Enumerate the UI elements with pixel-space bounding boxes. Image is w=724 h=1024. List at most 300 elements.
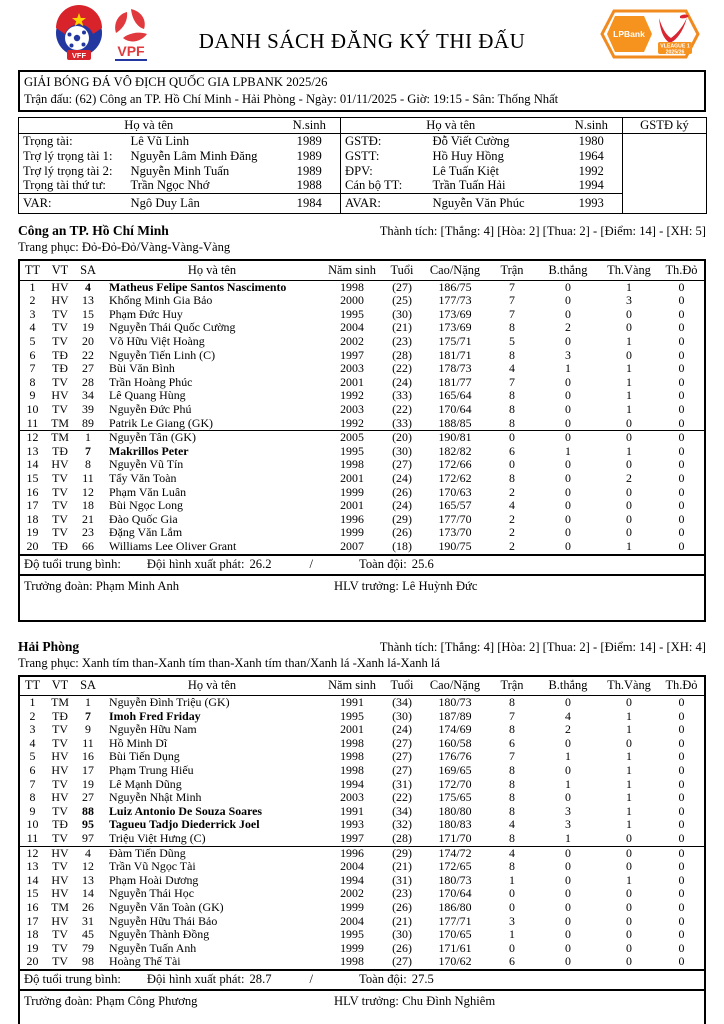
col-tt: TT [19,260,45,280]
red-cards-cell: 0 [678,777,685,791]
goals-cell: 0 [565,389,571,403]
height-weight-cell: 170/64 [438,403,472,417]
matches-cell: 8 [509,832,515,845]
shirt-number-cell: 17 [82,764,94,778]
matches-cell: 6 [509,736,515,750]
player-name-cell: Bùi Văn Bình [109,362,175,376]
player-name-cell: Phạm Trung Hiếu [109,764,194,778]
col-birth-year: Năm sinh [323,676,381,696]
player-row [19,901,705,915]
yellow-cards-cell: 3 [626,294,632,308]
player-row [19,887,705,901]
shirt-number-cell: 98 [82,955,94,969]
position-cell: HV [51,764,69,778]
official-name: Lê Vũ Linh [130,134,190,148]
age-cell: (34) [392,804,412,818]
height-weight-cell: 181/77 [438,375,472,389]
position-cell: TM [51,416,69,430]
manager-label: Trưởng đoàn: [24,578,93,593]
yellow-cards-cell: 1 [626,750,632,764]
red-cards-cell: 0 [678,472,685,485]
red-cards-cell: 0 [659,846,705,860]
officials-row [19,178,707,193]
starting-xi-label: Đội hình xuất phát: [146,972,245,987]
age-cell: (22) [392,403,412,417]
no-cell: 4 [29,736,36,750]
position-cell: TĐ [52,709,68,723]
age-cell: (33) [392,389,412,403]
season-text: 2025/26 [665,49,685,56]
age-cell: (28) [392,348,412,362]
manager-name: Phạm Minh Anh [95,578,180,593]
no-cell: 15 [26,472,39,485]
birth-year-cell: 2005 [323,431,381,445]
red-cards-cell: 0 [678,709,685,723]
goals-cell: 0 [537,846,599,860]
col-vt: VT [45,676,75,696]
age-cell: (27) [392,955,412,969]
vpf-logo-text: VPF [117,43,145,59]
player-row [19,696,705,710]
shirt-number-cell: 95 [82,818,94,832]
position-cell: TV [52,485,68,499]
red-cards-cell: 0 [678,321,685,335]
shirt-number-cell: 11 [82,472,94,485]
role-label: Cán bộ TT: [341,178,429,193]
goals-cell: 3 [565,348,571,362]
birth-year-cell: 2003 [340,403,364,417]
shirt-number-cell: 97 [82,832,94,845]
player-name-cell: Nguyễn Thái Quốc Cường [109,321,236,335]
position-cell: HV [51,914,69,928]
match-details: Trận đấu: (62) Công an TP. Hồ Chí Minh - Hải Phòng - Ngày: 01/11/2025 - Giờ: 19:15 - Sân: Thống Nhất [24,91,559,106]
shirt-number-cell: 4 [75,846,101,860]
player-name-cell: Phạm Văn Luân [109,485,187,499]
birth-year-cell: 1998 [340,764,364,778]
team-record: Thành tích: [Thắng: 4] [Hòa: 2] [Thua: 2] - [Điểm: 14] - [XH: 4] [379,639,706,654]
no-cell: 16 [26,485,39,499]
shirt-number-cell: 89 [82,416,94,430]
goals-cell: 0 [565,873,571,887]
height-weight-cell: 170/63 [438,485,472,499]
position-cell: TM [45,431,75,445]
col-born-right: N.sinh [561,118,623,134]
shirt-number-cell: 39 [82,403,94,417]
yellow-cards-cell: 1 [626,362,632,376]
matches-cell: 2 [509,526,515,540]
yellow-cards-cell: 0 [626,307,632,321]
player-row [19,513,705,527]
whole-team-label: Toàn đội: [359,557,407,572]
goals-cell: 2 [565,723,571,737]
red-cards-cell: 0 [678,764,685,778]
age-cell: (23) [392,335,412,349]
yellow-cards-cell: 0 [626,832,632,845]
yellow-cards-cell: 1 [626,804,632,818]
no-cell: 12 [19,846,45,860]
position-cell: TV [52,499,68,513]
shirt-number-cell: 34 [82,389,94,403]
height-weight-cell: 190/81 [423,431,487,445]
player-row [19,308,705,322]
manager-name: Phạm Công Phương [95,993,198,1008]
player-row [19,349,705,363]
no-cell: 7 [29,777,36,791]
matches-cell: 8 [509,723,515,737]
player-name-cell: Trần Hoàng Phúc [109,375,193,389]
avg-age-label: Độ tuổi trung bình: [24,972,121,987]
player-row [19,791,705,805]
red-cards-cell: 0 [678,526,685,540]
role-label: Trọng tài thứ tư: [23,178,106,193]
player-name-cell: Makrillos Peter [109,444,189,458]
yellow-cards-cell: 0 [626,512,632,526]
player-row [19,540,705,555]
position-cell: TV [52,928,68,942]
height-weight-cell: 182/82 [438,444,472,458]
age-cell: (23) [392,887,412,901]
shirt-number-cell: 12 [82,860,94,874]
red-cards-cell: 0 [678,389,685,403]
position-cell: TV [52,335,68,349]
col-birth-year: Năm sinh [323,260,381,280]
matches-cell: 7 [509,294,515,308]
goals-cell: 0 [565,375,571,389]
goals-cell: 0 [565,512,571,526]
position-cell: TĐ [52,444,68,458]
matches-cell: 2 [509,512,515,526]
red-cards-cell: 0 [678,750,685,764]
height-weight-cell: 177/70 [438,512,472,526]
position-cell: TV [52,736,68,750]
no-cell: 13 [26,860,39,874]
match-info-box [18,70,706,112]
player-row [19,294,705,308]
age-cell: (27) [392,280,412,294]
position-cell: TV [52,472,68,485]
shirt-number-cell: 66 [82,539,94,553]
height-weight-cell: 171/61 [438,941,472,955]
position-cell: TV [52,832,68,845]
no-cell: 19 [26,941,39,955]
player-name-cell: Trần Vũ Ngọc Tài [109,860,196,874]
yellow-cards-cell: 1 [626,791,632,805]
position-cell: TV [52,321,68,335]
red-cards-cell: 0 [678,362,685,376]
birth-year-cell: 1998 [340,736,364,750]
height-weight-cell: 180/73 [438,695,472,710]
age-cell: (21) [392,321,412,335]
player-name-cell: Nguyễn Hữu Thái Bảo [109,914,218,928]
birth-year-cell: 1998 [340,955,364,969]
age-cell: (28) [392,832,412,845]
starting-xi-label: Đội hình xuất phát: [146,557,245,572]
officials-row [19,149,707,164]
red-cards-cell: 0 [678,928,685,942]
yellow-cards-cell: 1 [626,335,632,349]
position-cell: TĐ [52,818,68,832]
slash-separator: / [309,557,314,572]
shirt-number-cell: 88 [82,804,94,818]
birth-year-cell: 1992 [340,389,364,403]
position-cell: HV [51,887,69,901]
age-cell: (30) [392,444,412,458]
shirt-number-cell: 13 [82,294,94,308]
officials-row [19,164,707,179]
player-name-cell: Nguyễn Đình Triệu (GK) [109,695,230,710]
matches-cell: 4 [509,499,515,513]
yellow-cards-cell: 2 [626,472,632,485]
player-row [19,335,705,349]
player-name-cell: Nguyễn Hữu Nam [109,723,197,737]
official-name: Nguyễn Văn Phúc [429,194,561,214]
birth-year-cell: 1991 [340,695,364,710]
player-row [19,403,705,417]
player-name-cell: Nguyễn Tiến Linh (C) [109,348,216,362]
birth-year-cell: 1991 [340,804,364,818]
birth-year-cell: 1998 [340,458,364,472]
matches-cell: 6 [509,955,515,969]
shirt-number-cell: 27 [82,791,94,805]
player-name-cell: Luiz Antonio De Souza Soares [109,804,263,818]
birth-year: 1992 [578,163,604,178]
birth-year-cell: 1998 [340,750,364,764]
col-red-cards: Th.Đỏ [659,676,705,696]
birth-year-cell: 2001 [340,499,364,513]
player-name-cell: Imoh Fred Friday [109,709,201,723]
yellow-cards-cell: 0 [626,416,632,430]
yellow-cards-cell: 0 [626,526,632,540]
matches-cell: 8 [509,860,515,874]
shirt-number-cell: 15 [82,307,94,321]
red-cards-cell: 0 [678,335,685,349]
birth-year-cell: 1996 [323,846,381,860]
shirt-number-cell: 1 [85,695,91,710]
player-name-cell: Phạm Hoài Dương [109,873,199,887]
shirt-number-cell: 21 [82,512,94,526]
team-kit: Trang phục: Xanh tím than-Xanh tím than-Xanh tím than/Xanh lá -Xanh lá-Xanh lá [18,655,441,670]
player-name-cell: Matheus Felipe Santos Nascimento [109,280,287,294]
player-name-cell: Võ Hữu Việt Hoàng [109,335,205,349]
no-cell: 17 [26,914,39,928]
official-name: Đỗ Viết Cường [432,134,510,148]
birth-year-cell: 1995 [340,709,364,723]
player-row [19,955,705,970]
red-cards-cell: 0 [678,873,685,887]
position-cell: TV [52,941,68,955]
position-cell: HV [51,873,69,887]
yellow-cards-cell: 0 [626,695,632,710]
player-row [19,805,705,819]
position-cell: TV [52,512,68,526]
no-cell: 20 [26,955,39,969]
no-cell: 14 [26,458,39,472]
starting-xi-avg: 26.2 [249,557,272,572]
age-cell: (22) [392,362,412,376]
goals-cell: 0 [565,307,571,321]
roster-header-row [19,260,705,280]
goals-cell: 0 [565,294,571,308]
birth-year-cell: 1994 [340,777,364,791]
roster-body [19,696,705,970]
matches-cell: 8 [509,416,515,430]
roster-table [18,259,706,555]
team-section-home [18,223,706,621]
role-label: VAR: [19,194,127,214]
lpbank-logo-text: LPBank [613,29,645,39]
birth-year-cell: 1992 [340,416,364,430]
yellow-cards-cell: 1 [626,539,632,553]
goals-cell: 1 [565,777,571,791]
official-name: Nguyễn Minh Tuấn [130,163,230,178]
player-row [19,486,705,500]
no-cell: 19 [26,526,39,540]
no-cell: 20 [26,539,39,553]
birth-year-cell: 1999 [340,900,364,914]
height-weight-cell: 187/89 [438,709,472,723]
red-cards-cell: 0 [678,307,685,321]
no-cell: 14 [26,873,39,887]
col-vt: VT [45,260,75,280]
roster-header-row [19,676,705,696]
red-cards-cell: 0 [678,444,685,458]
whole-team-avg: 25.6 [411,557,434,572]
red-cards-cell: 0 [678,403,685,417]
position-cell: HV [51,750,69,764]
goals-cell: 0 [565,695,571,710]
height-weight-cell: 160/58 [438,736,472,750]
player-row [19,417,705,431]
shirt-number-cell: 16 [82,750,94,764]
col-goals: B.thắng [537,676,599,696]
height-weight-cell: 180/73 [438,873,472,887]
no-cell: 2 [29,294,36,308]
role-label: Trợ lý trọng tài 2: [23,163,113,178]
matches-cell: 0 [509,458,515,472]
goals-cell: 0 [565,736,571,750]
player-row [19,750,705,764]
yellow-cards-cell: 0 [626,321,632,335]
red-cards-cell: 0 [678,280,685,294]
height-weight-cell: 188/85 [438,416,472,430]
no-cell: 9 [29,804,36,818]
player-name-cell: Tẩy Văn Toàn [109,472,177,485]
player-row [19,860,705,874]
red-cards-cell: 0 [678,458,685,472]
whole-team-avg: 27.5 [411,972,434,987]
col-matches: Trận [487,676,537,696]
goals-cell: 2 [565,321,571,335]
position-cell: TV [52,955,68,969]
vleague-badge-icon [600,9,700,59]
coach-label: HLV trưởng: [334,993,399,1008]
height-weight-cell: 173/69 [438,307,472,321]
shirt-number-cell: 11 [82,736,94,750]
matches-cell: 8 [509,348,515,362]
red-cards-cell: 0 [659,431,705,445]
matches-cell: 5 [509,335,515,349]
head-coach [334,579,477,594]
height-weight-cell: 165/64 [438,389,472,403]
age-cell: (21) [392,914,412,928]
no-cell: 18 [26,512,39,526]
position-cell: TV [52,375,68,389]
position-cell: TV [52,860,68,874]
height-weight-cell: 180/80 [438,804,472,818]
position-cell: TV [52,307,68,321]
yellow-cards-cell: 0 [626,941,632,955]
player-row [19,389,705,403]
goals-cell: 0 [565,900,571,914]
yellow-cards-cell: 1 [626,818,632,832]
age-cell: (29) [381,846,423,860]
birth-year-cell: 2004 [340,914,364,928]
yellow-cards-cell: 1 [626,723,632,737]
matches-cell: 7 [509,375,515,389]
starting-xi-avg: 28.7 [249,972,272,987]
matches-cell: 0 [509,887,515,901]
birth-year-cell: 2001 [340,723,364,737]
height-weight-cell: 170/64 [438,887,472,901]
player-name-cell: Nguyễn Đức Phú [109,403,192,417]
red-cards-cell: 0 [678,804,685,818]
player-row [19,764,705,778]
shirt-number-cell: 20 [82,335,94,349]
goals-cell: 0 [565,955,571,969]
height-weight-cell: 174/69 [438,723,472,737]
birth-year: 1994 [578,178,604,193]
official-name: Trần Tuấn Hải [432,178,506,193]
birth-year-cell: 2004 [340,860,364,874]
height-weight-cell: 172/70 [438,777,472,791]
shirt-number-cell: 28 [82,375,94,389]
goals-cell: 3 [565,818,571,832]
player-row [19,445,705,459]
yellow-cards-cell: 1 [626,280,632,294]
no-cell: 16 [26,900,39,914]
officials-row [19,134,707,149]
slash-separator: / [309,972,314,987]
no-cell: 6 [29,764,36,778]
player-name-cell: Bùi Ngọc Long [109,499,183,513]
goals-cell: 0 [565,539,571,553]
goals-cell: 0 [565,764,571,778]
no-cell: 1 [29,695,36,710]
matches-cell: 3 [509,914,515,928]
age-cell: (27) [392,750,412,764]
team-heading [18,639,706,655]
matches-cell: 2 [509,539,515,553]
coach-name: Lê Huỳnh Đức [402,578,478,593]
red-cards-cell: 0 [678,512,685,526]
position-cell: TV [52,804,68,818]
no-cell: 8 [29,791,36,805]
role-label: GSTT: [341,149,429,164]
red-cards-cell: 0 [678,914,685,928]
position-cell: TĐ [52,362,68,376]
red-cards-cell: 0 [678,348,685,362]
matches-cell: 8 [509,321,515,335]
player-row [19,458,705,472]
birth-year-cell: 1995 [340,444,364,458]
goals-cell: 0 [565,860,571,874]
age-cell: (31) [392,873,412,887]
player-name-cell: Lê Mạnh Dũng [109,777,182,791]
shirt-number-cell: 14 [82,887,94,901]
head-coach [334,994,495,1009]
matches-cell: 1 [509,928,515,942]
matches-cell: 4 [487,846,537,860]
